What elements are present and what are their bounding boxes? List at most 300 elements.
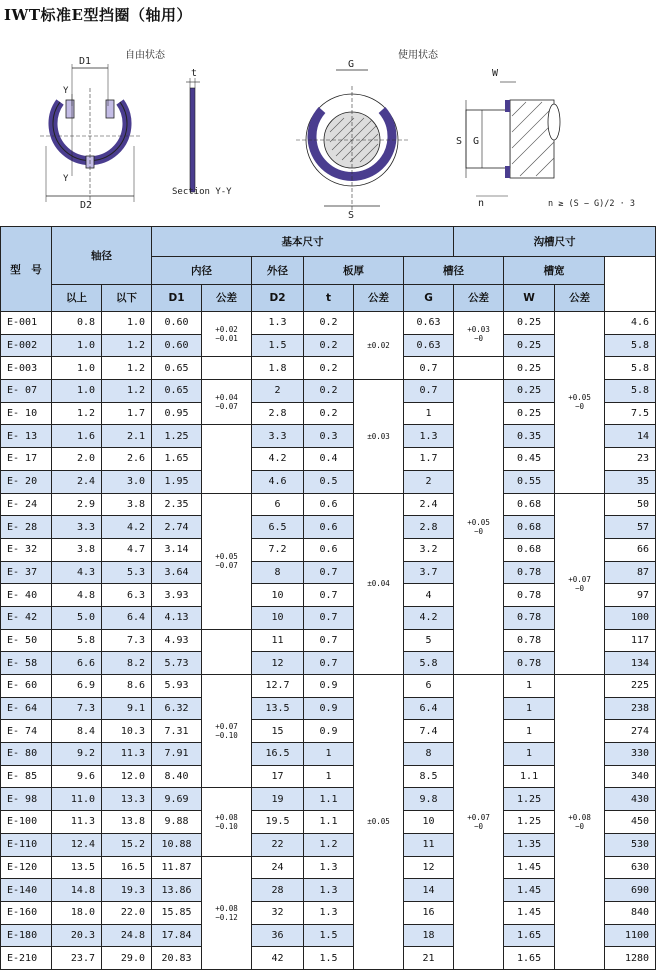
t-cell: 1.3	[304, 901, 354, 924]
label-use-state: 使用状态	[398, 50, 438, 61]
svg-text:W: W	[492, 68, 499, 79]
w-tolerance-cell: +0.08 −0	[555, 675, 605, 970]
t-cell: 1.1	[304, 788, 354, 811]
svg-text:S: S	[348, 210, 355, 221]
d2-cell: 36	[252, 924, 304, 947]
t-cell: 0.2	[304, 402, 354, 425]
model-cell: E- 74	[1, 720, 52, 743]
t-cell: 0.7	[304, 561, 354, 584]
d1-tolerance-cell	[202, 629, 252, 674]
g-cell: 4.2	[404, 606, 454, 629]
svg-text:D2: D2	[80, 200, 93, 211]
w-cell: 0.35	[504, 425, 555, 448]
model-cell: E- 85	[1, 765, 52, 788]
svg-text:t: t	[191, 68, 198, 79]
shaft-min-cell: 3.8	[52, 538, 102, 561]
axial-load-cell: 134	[605, 652, 656, 675]
g-cell: 0.7	[404, 380, 454, 403]
shaft-max-cell: 1.2	[102, 334, 152, 357]
shaft-max-cell: 2.6	[102, 448, 152, 471]
g-cell: 11	[404, 833, 454, 856]
w-cell: 1	[504, 720, 555, 743]
axial-load-cell: 66	[605, 538, 656, 561]
g-cell: 4	[404, 584, 454, 607]
d2-cell: 3.3	[252, 425, 304, 448]
shaft-max-cell: 6.3	[102, 584, 152, 607]
model-cell: E- 80	[1, 743, 52, 766]
shaft-min-cell: 2.9	[52, 493, 102, 516]
g-cell: 0.7	[404, 357, 454, 380]
w-cell: 0.78	[504, 584, 555, 607]
d1-cell: 15.85	[152, 901, 202, 924]
shaft-max-cell: 4.7	[102, 538, 152, 561]
d2-cell: 1.8	[252, 357, 304, 380]
t-cell: 0.6	[304, 538, 354, 561]
t-cell: 0.7	[304, 606, 354, 629]
axial-load-cell: 340	[605, 765, 656, 788]
axial-load-cell: 23	[605, 448, 656, 471]
w-cell: 1.35	[504, 833, 555, 856]
g-cell: 3.7	[404, 561, 454, 584]
shaft-min-cell: 2.0	[52, 448, 102, 471]
section-yy-drawing	[186, 78, 200, 192]
shaft-max-cell: 8.6	[102, 675, 152, 698]
shaft-min-cell: 1.0	[52, 357, 102, 380]
shaft-min-cell: 9.6	[52, 765, 102, 788]
d2-cell: 4.2	[252, 448, 304, 471]
model-cell: E- 64	[1, 697, 52, 720]
w-tolerance-cell: +0.07 −0	[555, 493, 605, 675]
w-cell: 0.78	[504, 652, 555, 675]
w-cell: 0.78	[504, 561, 555, 584]
shaft-side-drawing	[466, 82, 560, 196]
d2-cell: 11	[252, 629, 304, 652]
d1-cell: 9.69	[152, 788, 202, 811]
d1-cell: 5.93	[152, 675, 202, 698]
shaft-max-cell: 1.2	[102, 357, 152, 380]
d2-cell: 24	[252, 856, 304, 879]
shaft-min-cell: 23.7	[52, 947, 102, 970]
d1-cell: 5.73	[152, 652, 202, 675]
model-cell: E- 07	[1, 380, 52, 403]
g-tolerance-cell	[454, 357, 504, 380]
model-cell: E- 37	[1, 561, 52, 584]
w-cell: 0.68	[504, 538, 555, 561]
shaft-min-cell: 6.9	[52, 675, 102, 698]
g-cell: 5	[404, 629, 454, 652]
d1-cell: 3.93	[152, 584, 202, 607]
w-cell: 0.45	[504, 448, 555, 471]
d2-cell: 28	[252, 879, 304, 902]
w-cell: 1.1	[504, 765, 555, 788]
model-cell: E-002	[1, 334, 52, 357]
w-cell: 1.65	[504, 947, 555, 970]
shaft-max-cell: 2.1	[102, 425, 152, 448]
shaft-min-cell: 12.4	[52, 833, 102, 856]
w-cell: 1	[504, 697, 555, 720]
header-tol-g: 公差	[454, 284, 504, 312]
header-d1: D1	[152, 284, 202, 312]
axial-load-cell: 450	[605, 811, 656, 834]
g-cell: 3.2	[404, 538, 454, 561]
header-model: 型 号	[1, 227, 52, 312]
header-groove: 沟槽尺寸	[454, 227, 656, 257]
g-cell: 2	[404, 470, 454, 493]
header-tol-d1: 公差	[202, 284, 252, 312]
header-d2: D2	[252, 284, 304, 312]
header-slot-dia: 槽径	[404, 257, 504, 285]
header-tol-w: 公差	[555, 284, 605, 312]
shaft-max-cell: 1.0	[102, 312, 152, 335]
svg-text:Y: Y	[63, 174, 69, 184]
t-cell: 0.9	[304, 697, 354, 720]
shaft-max-cell: 13.3	[102, 788, 152, 811]
g-cell: 8.5	[404, 765, 454, 788]
shaft-min-cell: 18.0	[52, 901, 102, 924]
svg-text:G: G	[348, 59, 355, 70]
model-cell: E- 98	[1, 788, 52, 811]
d2-cell: 15	[252, 720, 304, 743]
d1-cell: 0.60	[152, 334, 202, 357]
t-cell: 1.1	[304, 811, 354, 834]
shaft-max-cell: 19.3	[102, 879, 152, 902]
d1-cell: 13.86	[152, 879, 202, 902]
shaft-min-cell: 20.3	[52, 924, 102, 947]
t-cell: 0.2	[304, 380, 354, 403]
d2-cell: 2	[252, 380, 304, 403]
w-cell: 0.25	[504, 312, 555, 335]
w-cell: 0.25	[504, 334, 555, 357]
d1-tolerance-cell	[202, 357, 252, 380]
table-row	[1, 675, 656, 698]
g-cell: 12	[404, 856, 454, 879]
shaft-max-cell: 11.3	[102, 743, 152, 766]
shaft-max-cell: 1.7	[102, 402, 152, 425]
axial-load-cell: 330	[605, 743, 656, 766]
d2-cell: 19.5	[252, 811, 304, 834]
header-shaft: 轴径	[52, 227, 152, 285]
axial-load-cell: 238	[605, 697, 656, 720]
shaft-max-cell: 4.2	[102, 516, 152, 539]
t-tolerance-cell: ±0.04	[354, 493, 404, 675]
d2-cell: 16.5	[252, 743, 304, 766]
axial-load-cell: 5.8	[605, 334, 656, 357]
model-cell: E-180	[1, 924, 52, 947]
d1-cell: 20.83	[152, 947, 202, 970]
w-cell: 1.25	[504, 811, 555, 834]
model-cell: E- 40	[1, 584, 52, 607]
g-cell: 21	[404, 947, 454, 970]
shaft-max-cell: 13.8	[102, 811, 152, 834]
header-t: t	[304, 284, 354, 312]
header-w: W	[504, 284, 555, 312]
shaft-max-cell: 10.3	[102, 720, 152, 743]
d2-cell: 7.2	[252, 538, 304, 561]
d1-cell: 10.88	[152, 833, 202, 856]
d1-cell: 2.74	[152, 516, 202, 539]
shaft-max-cell: 9.1	[102, 697, 152, 720]
w-cell: 1.25	[504, 788, 555, 811]
shaft-max-cell: 7.3	[102, 629, 152, 652]
t-cell: 0.7	[304, 652, 354, 675]
w-cell: 0.78	[504, 629, 555, 652]
axial-load-cell: 100	[605, 606, 656, 629]
axial-load-cell: 5.8	[605, 380, 656, 403]
shaft-max-cell: 5.3	[102, 561, 152, 584]
shaft-min-cell: 1.6	[52, 425, 102, 448]
axial-load-cell: 5.8	[605, 357, 656, 380]
t-cell: 0.9	[304, 720, 354, 743]
axial-load-cell: 1280	[605, 947, 656, 970]
d2-cell: 12.7	[252, 675, 304, 698]
t-tolerance-cell: ±0.03	[354, 380, 404, 493]
shaft-max-cell: 29.0	[102, 947, 152, 970]
d1-cell: 1.65	[152, 448, 202, 471]
table-row	[1, 312, 656, 335]
g-cell: 0.63	[404, 312, 454, 335]
t-cell: 0.4	[304, 448, 354, 471]
d1-cell: 0.95	[152, 402, 202, 425]
e-ring-free-drawing	[40, 64, 140, 204]
d2-cell: 2.8	[252, 402, 304, 425]
d2-cell: 12	[252, 652, 304, 675]
axial-load-cell: 117	[605, 629, 656, 652]
shaft-max-cell: 8.2	[102, 652, 152, 675]
d1-tolerance-cell: +0.05 −0.07	[202, 493, 252, 629]
t-cell: 0.3	[304, 425, 354, 448]
g-cell: 18	[404, 924, 454, 947]
d2-cell: 17	[252, 765, 304, 788]
d1-tolerance-cell: +0.08 −0.12	[202, 856, 252, 969]
d1-tolerance-cell: +0.04 −0.07	[202, 380, 252, 425]
axial-load-cell: 274	[605, 720, 656, 743]
g-cell: 0.63	[404, 334, 454, 357]
t-cell: 1	[304, 765, 354, 788]
d2-cell: 8	[252, 561, 304, 584]
w-cell: 0.25	[504, 380, 555, 403]
t-cell: 0.6	[304, 493, 354, 516]
d2-cell: 42	[252, 947, 304, 970]
g-cell: 1.3	[404, 425, 454, 448]
d1-cell: 4.13	[152, 606, 202, 629]
w-cell: 1.65	[504, 924, 555, 947]
d1-cell: 3.64	[152, 561, 202, 584]
g-cell: 1	[404, 402, 454, 425]
axial-load-cell: 690	[605, 879, 656, 902]
t-cell: 0.2	[304, 357, 354, 380]
shaft-max-cell: 22.0	[102, 901, 152, 924]
model-cell: E- 60	[1, 675, 52, 698]
d1-tolerance-cell	[202, 425, 252, 493]
t-cell: 0.7	[304, 629, 354, 652]
shaft-min-cell: 5.8	[52, 629, 102, 652]
model-cell: E- 17	[1, 448, 52, 471]
axial-load-cell: 4.6	[605, 312, 656, 335]
g-cell: 1.7	[404, 448, 454, 471]
g-tolerance-cell: +0.07 −0	[454, 675, 504, 970]
shaft-min-cell: 14.8	[52, 879, 102, 902]
shaft-min-cell: 9.2	[52, 743, 102, 766]
model-cell: E- 32	[1, 538, 52, 561]
d2-cell: 19	[252, 788, 304, 811]
svg-text:Y: Y	[63, 86, 69, 96]
shaft-max-cell: 12.0	[102, 765, 152, 788]
w-cell: 1.45	[504, 879, 555, 902]
model-cell: E- 42	[1, 606, 52, 629]
page-title: IWT标准E型挡圈（轴用）	[4, 6, 192, 24]
d1-cell: 2.35	[152, 493, 202, 516]
shaft-min-cell: 5.0	[52, 606, 102, 629]
t-tolerance-cell: ±0.05	[354, 675, 404, 970]
axial-load-cell: 1100	[605, 924, 656, 947]
t-cell: 1	[304, 743, 354, 766]
header-g: G	[404, 284, 454, 312]
model-cell: E-110	[1, 833, 52, 856]
w-cell: 0.68	[504, 493, 555, 516]
d2-cell: 1.3	[252, 312, 304, 335]
label-free-state: 自由状态	[125, 50, 165, 61]
d1-cell: 17.84	[152, 924, 202, 947]
model-cell: E-003	[1, 357, 52, 380]
g-cell: 10	[404, 811, 454, 834]
header-slot-width: 槽宽	[504, 257, 605, 285]
d2-cell: 10	[252, 606, 304, 629]
shaft-min-cell: 8.4	[52, 720, 102, 743]
model-cell: E- 13	[1, 425, 52, 448]
shaft-max-cell: 3.8	[102, 493, 152, 516]
d2-cell: 4.6	[252, 470, 304, 493]
shaft-max-cell: 24.8	[102, 924, 152, 947]
d1-cell: 6.32	[152, 697, 202, 720]
t-cell: 0.6	[304, 516, 354, 539]
shaft-min-cell: 6.6	[52, 652, 102, 675]
t-cell: 0.5	[304, 470, 354, 493]
d1-tolerance-cell: +0.08 −0.10	[202, 788, 252, 856]
w-cell: 1	[504, 675, 555, 698]
header-inner: 内径	[152, 257, 252, 285]
model-cell: E- 24	[1, 493, 52, 516]
d1-tolerance-cell: +0.07 −0.10	[202, 675, 252, 788]
spec-table-body	[1, 312, 656, 970]
axial-load-cell: 225	[605, 675, 656, 698]
t-cell: 0.7	[304, 584, 354, 607]
shaft-max-cell: 6.4	[102, 606, 152, 629]
model-cell: E- 50	[1, 629, 52, 652]
shaft-min-cell: 1.0	[52, 380, 102, 403]
svg-text:S: S	[456, 136, 463, 147]
header-plate: 板厚	[304, 257, 404, 285]
axial-load-cell: 7.5	[605, 402, 656, 425]
shaft-max-cell: 1.2	[102, 380, 152, 403]
shaft-min-cell: 11.0	[52, 788, 102, 811]
d1-cell: 8.40	[152, 765, 202, 788]
d1-cell: 7.31	[152, 720, 202, 743]
section-label: Section Y-Y	[172, 187, 232, 197]
g-cell: 7.4	[404, 720, 454, 743]
model-cell: E-210	[1, 947, 52, 970]
model-cell: E-001	[1, 312, 52, 335]
t-cell: 1.5	[304, 924, 354, 947]
shaft-min-cell: 13.5	[52, 856, 102, 879]
d1-cell: 0.65	[152, 380, 202, 403]
header-outer: 外径	[252, 257, 304, 285]
g-cell: 2.8	[404, 516, 454, 539]
svg-text:n: n	[478, 198, 485, 209]
svg-text:G: G	[473, 136, 480, 147]
header-min: 以上	[52, 284, 102, 312]
axial-load-cell: 430	[605, 788, 656, 811]
svg-text:D1: D1	[79, 56, 92, 67]
d2-cell: 1.5	[252, 334, 304, 357]
t-cell: 1.3	[304, 856, 354, 879]
g-cell: 14	[404, 879, 454, 902]
n-formula: n ≥ (S − G)/2 · 3	[548, 199, 635, 209]
shaft-min-cell: 11.3	[52, 811, 102, 834]
g-cell: 16	[404, 901, 454, 924]
shaft-min-cell: 2.4	[52, 470, 102, 493]
w-cell: 0.68	[504, 516, 555, 539]
shaft-min-cell: 4.3	[52, 561, 102, 584]
d1-cell: 3.14	[152, 538, 202, 561]
g-cell: 9.8	[404, 788, 454, 811]
d1-cell: 1.95	[152, 470, 202, 493]
d1-cell: 9.88	[152, 811, 202, 834]
t-cell: 0.2	[304, 312, 354, 335]
shaft-min-cell: 7.3	[52, 697, 102, 720]
header-max: 以下	[102, 284, 152, 312]
e-ring-use-drawing	[296, 70, 408, 210]
d2-cell: 6.5	[252, 516, 304, 539]
axial-load-cell: 57	[605, 516, 656, 539]
g-tolerance-cell: +0.03 −0	[454, 312, 504, 357]
w-cell: 1.45	[504, 901, 555, 924]
d2-cell: 22	[252, 833, 304, 856]
model-cell: E- 58	[1, 652, 52, 675]
w-cell: 0.55	[504, 470, 555, 493]
g-cell: 5.8	[404, 652, 454, 675]
shaft-max-cell: 16.5	[102, 856, 152, 879]
shaft-min-cell: 3.3	[52, 516, 102, 539]
axial-load-cell: 50	[605, 493, 656, 516]
axial-load-cell: 630	[605, 856, 656, 879]
g-cell: 8	[404, 743, 454, 766]
d2-cell: 32	[252, 901, 304, 924]
shaft-min-cell: 1.0	[52, 334, 102, 357]
d1-cell: 1.25	[152, 425, 202, 448]
g-tolerance-cell: +0.05 −0	[454, 380, 504, 675]
t-cell: 1.3	[304, 879, 354, 902]
w-cell: 0.78	[504, 606, 555, 629]
axial-load-cell: 97	[605, 584, 656, 607]
axial-load-cell: 35	[605, 470, 656, 493]
w-cell: 0.25	[504, 402, 555, 425]
g-cell: 6	[404, 675, 454, 698]
t-cell: 0.9	[304, 675, 354, 698]
table-row	[1, 493, 656, 516]
shaft-min-cell: 0.8	[52, 312, 102, 335]
model-cell: E- 28	[1, 516, 52, 539]
model-cell: E-100	[1, 811, 52, 834]
t-cell: 0.2	[304, 334, 354, 357]
shaft-max-cell: 3.0	[102, 470, 152, 493]
w-cell: 1.45	[504, 856, 555, 879]
model-cell: E-140	[1, 879, 52, 902]
t-cell: 1.2	[304, 833, 354, 856]
w-tolerance-cell: +0.05 −0	[555, 312, 605, 494]
axial-load-cell: 840	[605, 901, 656, 924]
t-cell: 1.5	[304, 947, 354, 970]
axial-load-cell: 14	[605, 425, 656, 448]
